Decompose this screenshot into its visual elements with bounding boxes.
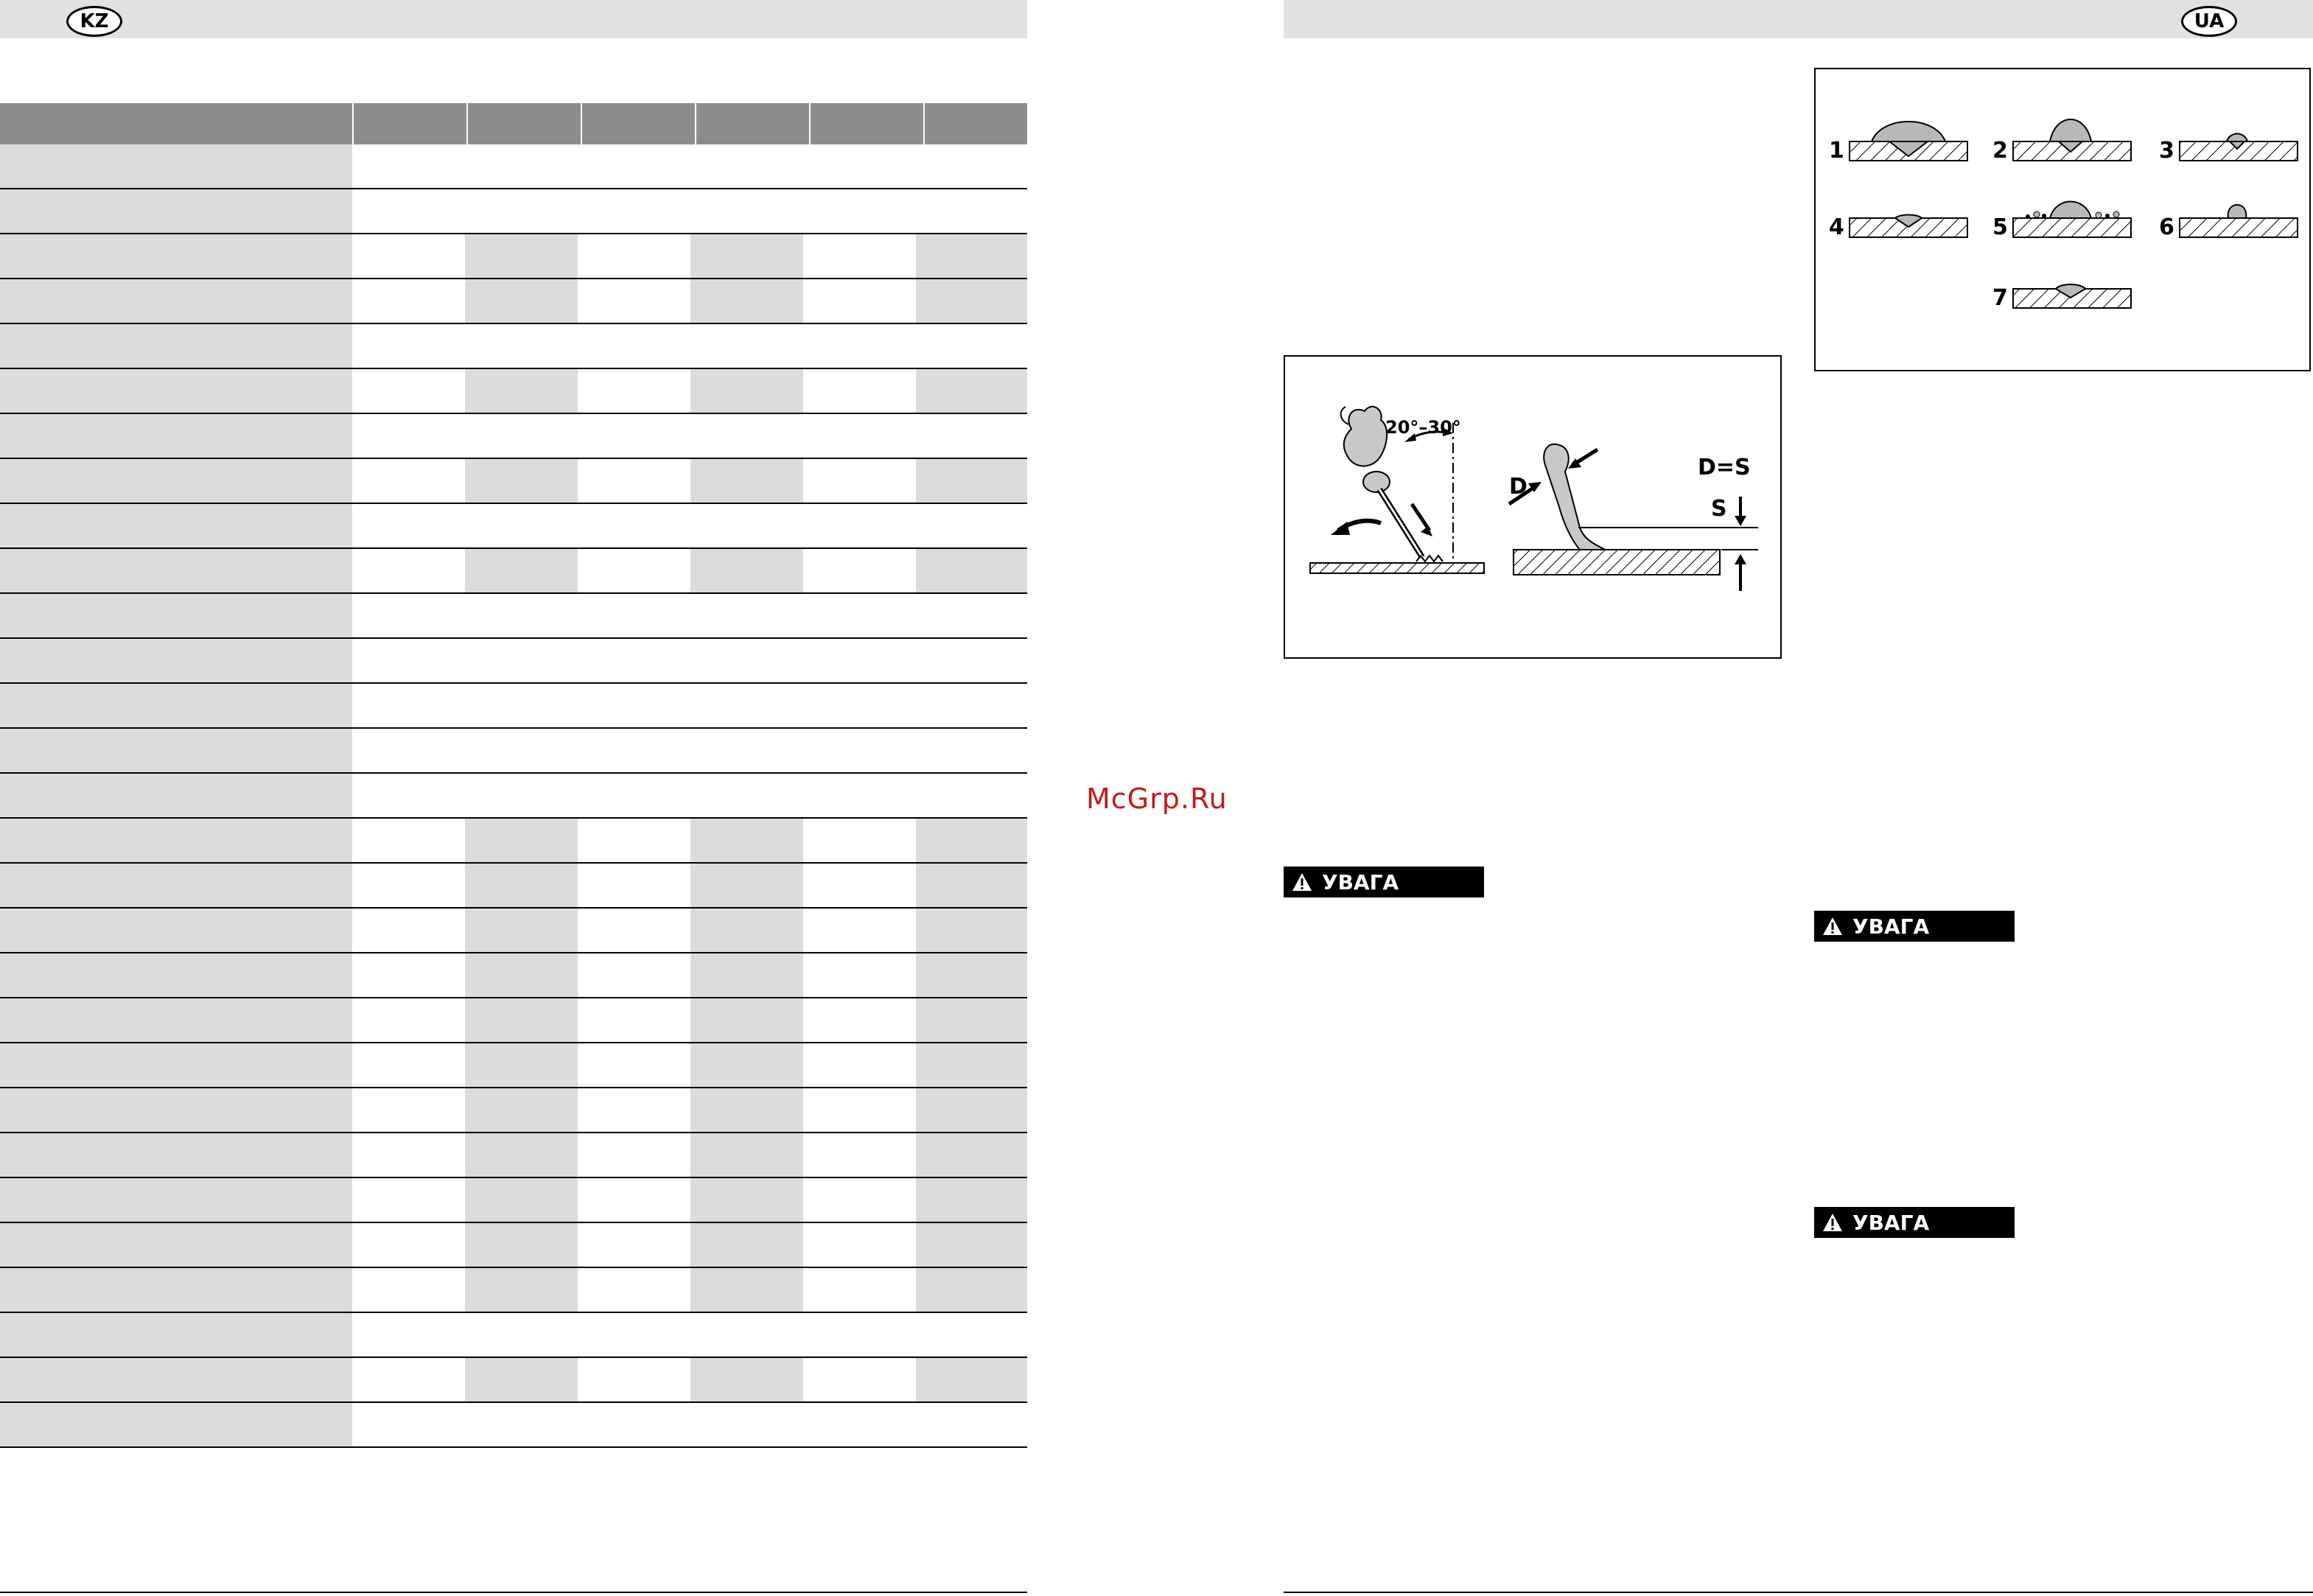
table-cell: [0, 953, 352, 997]
table-row: [0, 819, 1027, 864]
table-cell: [916, 953, 1027, 997]
table-row: [0, 729, 1027, 774]
table-cell: [0, 909, 352, 952]
table-cell: [803, 549, 916, 592]
table-cell: [352, 504, 1027, 547]
warning-label: [1814, 1207, 2015, 1238]
table-cell: [352, 1178, 465, 1222]
table-cell: [0, 279, 352, 323]
table-cell: [916, 998, 1027, 1042]
right-header-bar: [1284, 0, 2313, 38]
table-cell: [0, 594, 352, 637]
table-cell: [803, 279, 916, 323]
table-row: [0, 684, 1027, 729]
table-cell: [578, 909, 690, 952]
table-cell: [352, 1313, 1027, 1357]
table-row: [0, 369, 1027, 414]
table-cell: [578, 459, 690, 503]
table-row: [0, 504, 1027, 549]
table-cell: [916, 819, 1027, 862]
warning-label: [1284, 867, 1484, 897]
table-cell: [690, 864, 803, 907]
table-cell: [803, 953, 916, 997]
table-cell: [578, 369, 690, 413]
table-cell: [352, 1088, 465, 1132]
table-cell: [690, 1268, 803, 1312]
weld-bead-6: [2159, 205, 2298, 240]
d-equals-s-label: D=S: [1698, 455, 1751, 480]
table-cell: [578, 1178, 690, 1222]
table-cell: [0, 1223, 352, 1267]
table-cell: [465, 819, 578, 862]
warning-label-text: УВАГА: [1852, 1210, 1930, 1235]
table-cell: [803, 1358, 916, 1401]
table-cell: [578, 998, 690, 1042]
table-cell: [690, 819, 803, 862]
table-cell: [803, 369, 916, 413]
table-cell: [352, 324, 1027, 368]
table-cell: [352, 279, 465, 323]
table-cell: [0, 1403, 352, 1446]
table-cell: [465, 369, 578, 413]
table-cell: [690, 1178, 803, 1222]
table-row: [0, 1358, 1027, 1403]
table-cell: [916, 909, 1027, 952]
table-header-cell: [696, 103, 811, 144]
table-header-row: [0, 103, 1027, 144]
table-cell: [352, 1358, 465, 1401]
weld-bead-5: [1992, 202, 2131, 241]
table-cell: [352, 774, 1027, 817]
table-cell: [0, 864, 352, 907]
table-cell: [803, 909, 916, 952]
electrode-angle-diagram: [1285, 357, 1780, 657]
table-cell: [578, 1358, 690, 1401]
table-header-cell: [925, 103, 1027, 144]
table-cell: [916, 549, 1027, 592]
right-page-footer-rule: [1284, 1592, 2313, 1593]
table-cell: [352, 144, 1027, 188]
table-header-cell: [468, 103, 582, 144]
table-cell: [352, 864, 465, 907]
table-cell: [690, 998, 803, 1042]
table-cell: [0, 234, 352, 278]
hand-with-electrode: [1310, 407, 1484, 573]
table-row: [0, 279, 1027, 324]
table-cell: [465, 1178, 578, 1222]
table-cell: [0, 1358, 352, 1401]
table-cell: [690, 1358, 803, 1401]
table-cell: [916, 279, 1027, 323]
warning-triangle-icon: [1822, 1212, 1844, 1233]
table-cell: [916, 369, 1027, 413]
table-cell: [690, 1133, 803, 1177]
table-cell: [916, 1178, 1027, 1222]
table-cell: [690, 1043, 803, 1087]
table-cell: [0, 144, 352, 188]
table-cell: [0, 1178, 352, 1222]
language-badge-kz: KZ: [66, 6, 122, 37]
table-cell: [0, 549, 352, 592]
spec-table: [0, 103, 1027, 1448]
s-label: S: [1711, 496, 1727, 522]
table-cell: [465, 1133, 578, 1177]
table-cell: [352, 729, 1027, 772]
table-cell: [803, 864, 916, 907]
table-cell: [578, 234, 690, 278]
table-row: [0, 639, 1027, 684]
table-cell: [465, 1358, 578, 1401]
table-row: [0, 1313, 1027, 1358]
table-cell: [578, 864, 690, 907]
table-cell: [465, 279, 578, 323]
table-row: [0, 594, 1027, 639]
d-label: D: [1509, 474, 1528, 500]
weld-bead-4: [1829, 214, 1967, 240]
left-page-footer-rule: [0, 1592, 1027, 1593]
table-cell: [578, 1043, 690, 1087]
table-cell: [690, 909, 803, 952]
table-cell: [465, 1043, 578, 1087]
table-cell: [0, 414, 352, 458]
table-cell: [465, 234, 578, 278]
table-header-cell: [354, 103, 468, 144]
warning-label-text: УВАГА: [1322, 869, 1399, 895]
table-row: [0, 1088, 1027, 1133]
electrode-diameter-detail: [1509, 444, 1758, 591]
table-cell: [352, 639, 1027, 682]
table-cell: [352, 953, 465, 997]
table-row: [0, 1178, 1027, 1223]
weld-bead-diagram: [1816, 69, 2309, 370]
table-cell: [916, 234, 1027, 278]
table-cell: [352, 1403, 1027, 1446]
table-cell: [352, 1268, 465, 1312]
table-cell: [578, 1223, 690, 1267]
table-row: [0, 953, 1027, 998]
table-cell: [578, 549, 690, 592]
table-cell: [0, 504, 352, 547]
table-row: [0, 774, 1027, 819]
table-cell: [352, 594, 1027, 637]
weld-bead-1: [1829, 122, 1967, 164]
table-row: [0, 909, 1027, 953]
table-cell: [0, 1133, 352, 1177]
warning-label: [1814, 911, 2015, 942]
weld-bead-7: [1992, 284, 2131, 311]
table-cell: [352, 549, 465, 592]
table-cell: [352, 909, 465, 952]
table-cell: [465, 1268, 578, 1312]
table-cell: [578, 1268, 690, 1312]
table-cell: [352, 414, 1027, 458]
table-body: [0, 144, 1027, 1448]
table-cell: [803, 1133, 916, 1177]
table-cell: [0, 1043, 352, 1087]
weld-bead-figure: [1814, 68, 2311, 371]
table-cell: [916, 1133, 1027, 1177]
table-cell: [803, 1178, 916, 1222]
electrode-angle-figure: [1284, 355, 1782, 659]
table-cell: [352, 1043, 465, 1087]
table-cell: [803, 234, 916, 278]
left-header-bar: [0, 0, 1027, 38]
table-row: [0, 864, 1027, 909]
table-row: [0, 1223, 1027, 1268]
table-cell: [803, 998, 916, 1042]
weld-label-1: 1: [1829, 138, 1844, 164]
weld-label-4: 4: [1829, 214, 1844, 240]
table-cell: [690, 1223, 803, 1267]
table-cell: [352, 1133, 465, 1177]
table-row: [0, 459, 1027, 504]
table-cell: [916, 1268, 1027, 1312]
language-badge-ua: UA: [2181, 6, 2237, 37]
table-cell: [916, 1223, 1027, 1267]
table-row: [0, 1268, 1027, 1313]
table-cell: [0, 819, 352, 862]
weld-label-3: 3: [2159, 138, 2174, 164]
table-cell: [916, 864, 1027, 907]
table-cell: [690, 234, 803, 278]
table-cell: [0, 729, 352, 772]
table-cell: [352, 459, 465, 503]
table-cell: [690, 953, 803, 997]
table-cell: [0, 1088, 352, 1132]
table-cell: [690, 549, 803, 592]
warning-label-text: УВАГА: [1852, 914, 1930, 939]
table-cell: [0, 684, 352, 727]
table-cell: [352, 998, 465, 1042]
table-cell: [916, 1358, 1027, 1401]
weld-label-7: 7: [1992, 285, 2008, 311]
table-cell: [0, 369, 352, 413]
table-row: [0, 234, 1027, 279]
table-row: [0, 189, 1027, 234]
table-cell: [0, 1268, 352, 1312]
table-cell: [0, 324, 352, 368]
table-row: [0, 1403, 1027, 1448]
table-header-cell: [811, 103, 925, 144]
table-cell: [690, 369, 803, 413]
table-cell: [690, 459, 803, 503]
weld-label-2: 2: [1992, 138, 2008, 164]
table-header-cell: [0, 103, 354, 144]
table-cell: [0, 189, 352, 233]
warning-triangle-icon: [1291, 872, 1313, 892]
table-cell: [578, 1088, 690, 1132]
table-cell: [352, 369, 465, 413]
table-cell: [578, 819, 690, 862]
table-cell: [916, 1088, 1027, 1132]
table-cell: [690, 279, 803, 323]
table-row: [0, 1133, 1027, 1178]
table-cell: [803, 1223, 916, 1267]
table-cell: [0, 1313, 352, 1357]
table-cell: [465, 549, 578, 592]
table-cell: [465, 909, 578, 952]
table-header-cell: [582, 103, 696, 144]
table-cell: [465, 1088, 578, 1132]
table-cell: [352, 234, 465, 278]
table-cell: [352, 189, 1027, 233]
table-cell: [465, 998, 578, 1042]
table-row: [0, 324, 1027, 369]
table-cell: [690, 1088, 803, 1132]
table-cell: [803, 459, 916, 503]
table-row: [0, 549, 1027, 594]
table-cell: [352, 1223, 465, 1267]
table-cell: [803, 819, 916, 862]
table-row: [0, 144, 1027, 189]
table-cell: [803, 1043, 916, 1087]
table-cell: [0, 639, 352, 682]
table-cell: [352, 819, 465, 862]
table-cell: [465, 1223, 578, 1267]
weld-label-5: 5: [1992, 214, 2008, 240]
table-row: [0, 414, 1027, 459]
table-cell: [578, 953, 690, 997]
weld-bead-3: [2159, 134, 2298, 164]
weld-bead-2: [1992, 119, 2131, 164]
weld-label-6: 6: [2159, 214, 2174, 240]
table-cell: [0, 998, 352, 1042]
table-cell: [465, 459, 578, 503]
table-cell: [465, 953, 578, 997]
table-cell: [352, 684, 1027, 727]
table-row: [0, 998, 1027, 1043]
table-row: [0, 1043, 1027, 1088]
watermark-text: McGrp.Ru: [1086, 783, 1228, 815]
table-cell: [0, 459, 352, 503]
table-cell: [803, 1088, 916, 1132]
table-cell: [465, 864, 578, 907]
table-cell: [578, 279, 690, 323]
table-cell: [803, 1268, 916, 1312]
table-cell: [0, 774, 352, 817]
table-cell: [578, 1133, 690, 1177]
table-cell: [916, 459, 1027, 503]
table-cell: [916, 1043, 1027, 1087]
warning-triangle-icon: [1822, 916, 1844, 937]
angle-label: 20°–30°: [1385, 417, 1461, 438]
